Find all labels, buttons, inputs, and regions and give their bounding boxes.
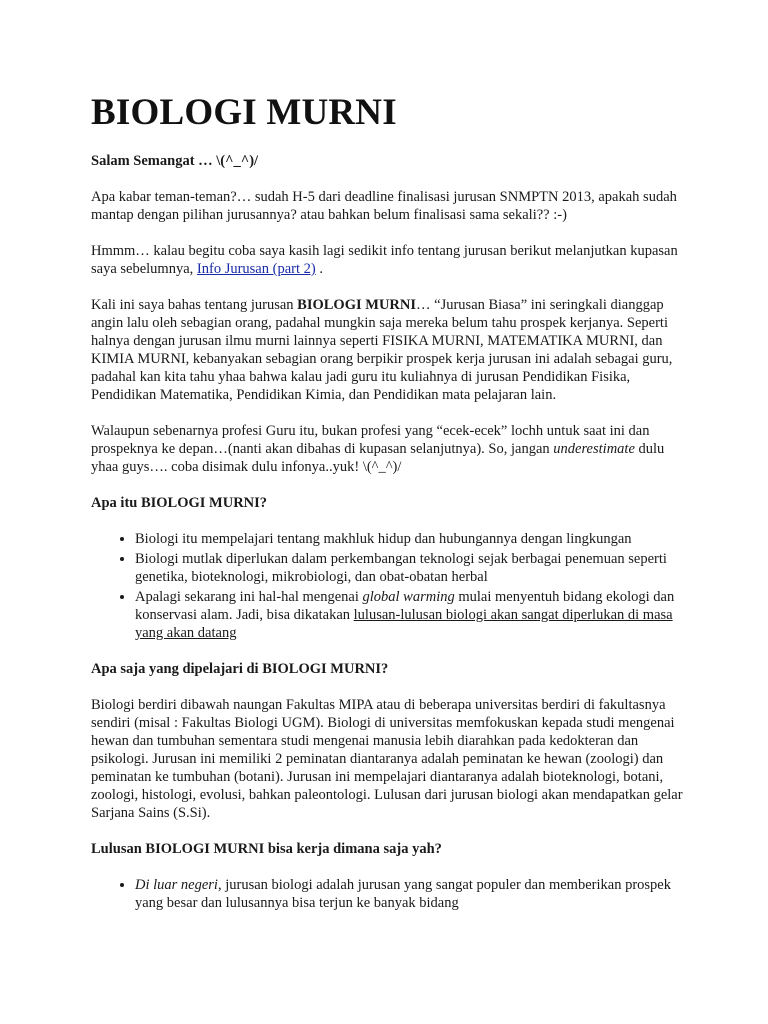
list-item: • Biologi mutlak diperlukan dalam perkembangan teknologi sejak berbagai penemuan seperti genetika, bioteknologi, mikrobiologi, dan obat-obatan herbal [135, 550, 691, 586]
biologi-murni-bold: BIOLOGI MURNI [297, 297, 417, 313]
description-lead: Kali ini saya bahas tentang jurusan [91, 297, 298, 313]
description-paragraph [91, 296, 691, 404]
followup-paragraph [91, 242, 691, 278]
underestimate-italic: underestimate [553, 441, 635, 457]
list-item: • Biologi itu mempelajari tentang makhluk hidup dan hubungannya dengan lingkungan [135, 530, 691, 548]
greeting: Salam Semangat … \(^_^)/ [91, 153, 259, 169]
followup-tail: . [315, 261, 323, 277]
di-luar-negeri-italic: Di luar negeri [135, 877, 218, 893]
section-heading-careers: Lulusan BIOLOGI MURNI bisa kerja dimana saja yah? [91, 841, 442, 857]
bullet-text: Apalagi sekarang ini hal-hal mengenai [135, 589, 363, 605]
global-warming-italic: global warming [362, 589, 455, 605]
section-heading-curriculum: Apa saja yang dipelajari di BIOLOGI MURNI? [91, 661, 389, 677]
document-body [91, 92, 691, 930]
teacher-rest: dulu yhaa guys…. coba disimak dulu infonya..yuk! \(^_^)/ [91, 441, 665, 475]
intro-paragraph: Apa kabar teman-teman?… sudah H-5 dari deadline finalisasi jurusan SNMPTN 2013, apakah sudah mantap dengan pilihan jurusannya? atau bahkan belum finalisasi sama sekali?? :-) [91, 189, 677, 223]
what-bullet-list [91, 530, 691, 642]
curriculum-paragraph: Biologi berdiri dibawah naungan Fakultas MIPA atau di beberapa universitas berdiri di fakultasnya sendiri (misal : Fakultas Biologi UGM). Biologi di universitas memfokuskan kepada studi mengenai hewan dan tumbuhan sementara studi mengenai manusia lebih diarahkan pada kedokteran dan psikologi. Jurusan ini memiliki 2 peminatan diantaranya adalah peminatan ke hewan (zoologi) dan peminatan ke tumbuhan (botani). Jurusan ini mempelajari diantaranya adalah bioteknologi, botani, zoologi, histologi, evolusi, bahkan paleontologi. Lulusan dari jurusan biologi akan mendapatkan gelar Sarjana Sains (S.Si). [91, 697, 683, 821]
list-item [135, 588, 691, 642]
teacher-lead: Walaupun sebenarnya profesi Guru itu, bukan profesi yang “ecek-ecek” lochh untuk saat ini dan prospeknya ke depan…(nanti akan dibahas di kupasan selanjutnya). So, jangan [91, 423, 650, 457]
followup-text: Hmmm… kalau begitu coba saya kasih lagi sedikit info tentang jurusan berikut melanjutkan kupasan saya sebelumnya, [91, 243, 678, 277]
info-jurusan-link[interactable]: Info Jurusan (part 2) [196, 261, 316, 277]
teacher-paragraph [91, 422, 691, 476]
bullet-text: mulai menyentuh bidang ekologi dan konservasi alam. Jadi, bisa dikatakan [135, 589, 675, 623]
list-item [135, 876, 691, 912]
section-heading-what: Apa itu BIOLOGI MURNI? [91, 495, 268, 511]
bullet-text: , jurusan biologi adalah jurusan yang sangat populer dan memberikan prospek yang besar dan lulusannya bisa terjun ke banyak bidang [135, 877, 671, 911]
careers-bullet-list [91, 876, 691, 912]
page-title: BIOLOGI MURNI [91, 92, 397, 133]
description-rest: … “Jurusan Biasa” ini seringkali dianggap angin lalu oleh sebagian orang, padahal mungkin saja mereka belum tahu prospek kerjanya. Seperti halnya dengan jurusan ilmu murni lainnya seperti FISIKA MURNI, MATEMATIKA MURNI, dan KIMIA MURNI, kebanyakan sebagian orang berpikir prospek kerja jurusan ini adalah sebagai guru, padahal kan kita tahu yhaa bahwa kalau jadi guru itu kuliahnya di jurusan Pendidikan Fisika, Pendidikan Matematika, Pendidikan Kimia, dan Pendidikan mata pelajaran lain. [91, 297, 673, 403]
underlined-statement: lulusan-lulusan biologi akan sangat diperlukan di masa yang akan datang [135, 607, 673, 641]
